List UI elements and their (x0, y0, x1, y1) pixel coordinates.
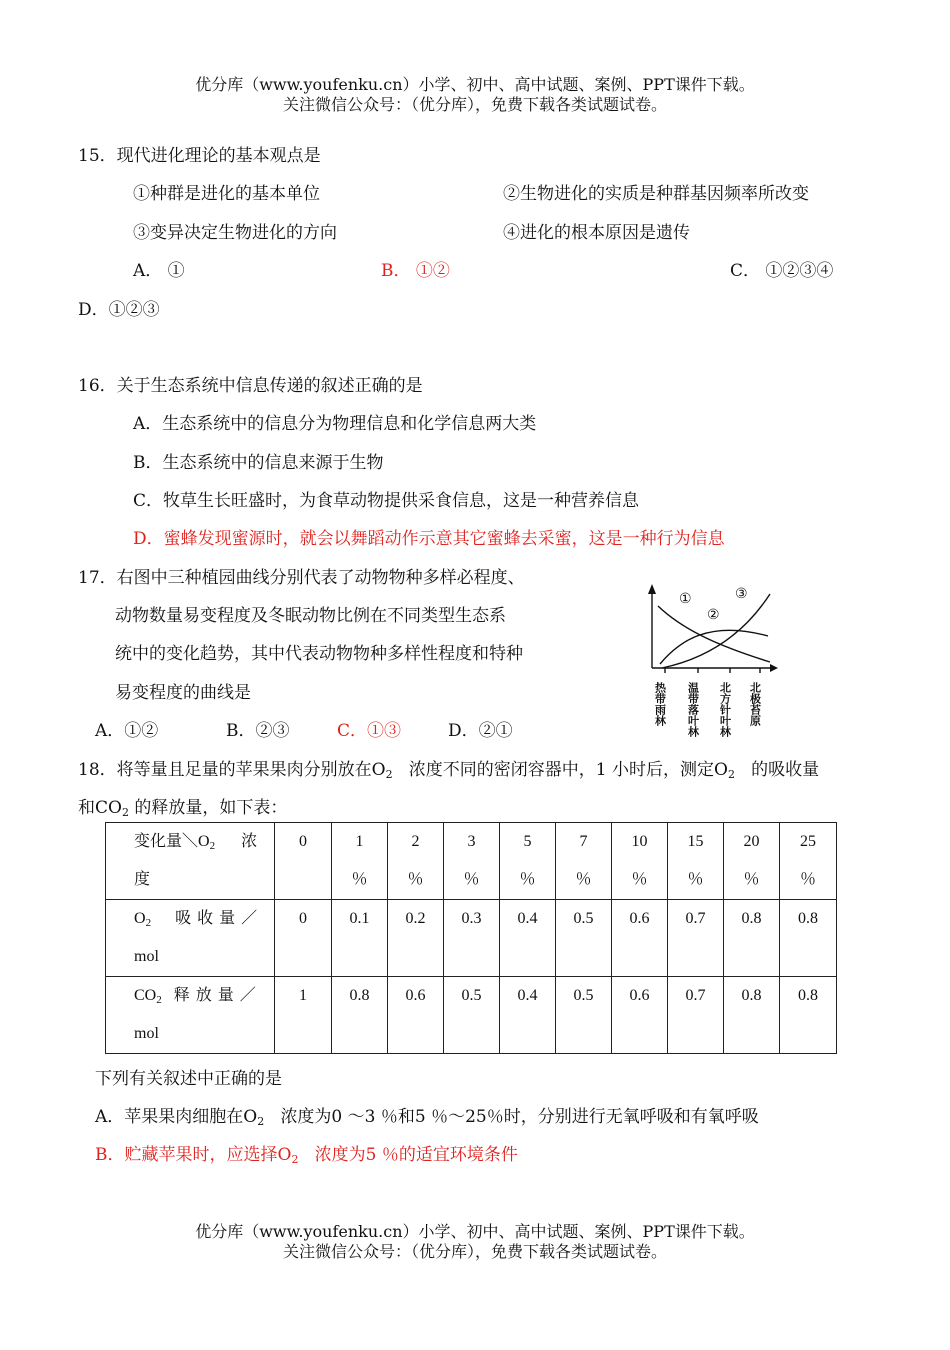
curve-1-label: ① (679, 591, 692, 607)
q17-stem-line3: 统中的变化趋势，其中代表动物物种多样性程度和特种 (115, 644, 523, 664)
value-cell: 0.8 (332, 977, 388, 1054)
x-axis-arrow (770, 664, 778, 672)
table-header-label: 变化量$\backslash O_2$ 浓 度 (106, 823, 275, 900)
value-cell: 0.4 (500, 900, 556, 977)
q16-option-c: C．牧草生长旺盛时，为食草动物提供采食信息，这是一种营养信息 (133, 491, 640, 511)
conc-cell: 0 (275, 823, 332, 900)
q17-option-a: A．①② (95, 721, 159, 741)
q18-stem-line2: 和$CO_2$ 的释放量，如下表： (78, 798, 288, 819)
q15-statement-4: ④进化的根本原因是遗传 (503, 223, 690, 243)
q18-option-a: A．苹果果肉细胞在$O_2$ 浓度为0 ～3 ％和5 ％～25％时，分别进行无氧呼吸和有氧呼吸 (95, 1107, 759, 1128)
conc-cell: 2 ％ (388, 823, 444, 900)
value-cell: 0.6 (612, 900, 668, 977)
conc-cell: 15 ％ (668, 823, 724, 900)
value-cell: 0.7 (668, 977, 724, 1054)
y-axis-arrow (648, 584, 656, 594)
value-cell: 0.8 (780, 977, 837, 1054)
conc-cell: 10 ％ (612, 823, 668, 900)
q17-option-c: C．①③ (337, 721, 402, 741)
q17-stem-line2: 动物数量易变程度及冬眠动物比例在不同类型生态系 (115, 606, 506, 626)
q18-option-b: B．贮藏苹果时，应选择$O_2$ 浓度为5 ％的适宜环境条件 (95, 1145, 518, 1166)
value-cell: 0.5 (556, 900, 612, 977)
q15-option-b: B． ①② (381, 261, 450, 281)
page-footer-line2: 关注微信公众号：（优分库），免费下载各类试题试卷。 (282, 1242, 667, 1261)
value-cell: 0.8 (780, 900, 837, 977)
q17-stem-line1: 17．右图中三种植园曲线分别代表了动物物种多样必程度、 (78, 568, 525, 588)
q16-option-b: B．生态系统中的信息来源于生物 (133, 453, 384, 473)
q18-prompt: 下列有关叙述中正确的是 (95, 1069, 282, 1089)
q17-stem-line4: 易变程度的曲线是 (115, 683, 251, 703)
q16-stem: 16．关于生态系统中信息传递的叙述正确的是 (78, 376, 423, 396)
q18-stem-line1: 18．将等量且足量的苹果果肉分别放在$O_2$ 浓度不同的密闭容器中，1 小时后，测定$O_2$ 的吸收量 (78, 760, 820, 781)
q17-ecosystem-figure (640, 580, 790, 750)
table-row-o2-uptake (106, 900, 837, 977)
q17-option-b: B．②③ (226, 721, 290, 741)
conc-cell: 5 ％ (500, 823, 556, 900)
q16-option-a: A．生态系统中的信息分为物理信息和化学信息两大类 (133, 414, 537, 434)
page-header-line2: 关注微信公众号：（优分库），免费下载各类试题试卷。 (282, 95, 667, 114)
curve-2 (660, 630, 768, 664)
value-cell: 0.5 (444, 977, 500, 1054)
q15-statement-1: ①种群是进化的基本单位 (133, 184, 320, 204)
value-cell: 0.8 (724, 977, 780, 1054)
x-label-temperate-deciduous-forest: 温带落叶林 (686, 682, 700, 737)
value-cell: 0.2 (388, 900, 444, 977)
value-cell: 0.7 (668, 900, 724, 977)
q17-option-d: D．②① (448, 721, 513, 741)
x-label-arctic-tundra: 北极苔原 (748, 682, 762, 726)
q16-option-d: D．蜜蜂发现蜜源时，就会以舞蹈动作示意其它蜜蜂去采蜜，这是一种行为信息 (133, 529, 725, 549)
q15-option-d: D．①②③ (78, 300, 160, 320)
q15-statement-3: ③变异决定生物进化的方向 (133, 223, 337, 243)
row-label-o2-uptake: $O_2$ 吸收量／ mol (106, 900, 275, 977)
value-cell: 0.5 (556, 977, 612, 1054)
value-cell: 0.8 (724, 900, 780, 977)
q15-statement-2: ②生物进化的实质是种群基因频率所改变 (503, 184, 809, 204)
table-header-row (106, 823, 837, 900)
value-cell: 0.6 (388, 977, 444, 1054)
value-cell: 0.3 (444, 900, 500, 977)
page-header-line1: 优分库（www.youfenku.cn）小学、初中、高中试题、案例、PPT课件下载。 (195, 75, 755, 94)
q15-stem: 15．现代进化理论的基本观点是 (78, 146, 321, 166)
row-label-co2-release: $CO_2$ 释放量／ mol (106, 977, 275, 1054)
page-footer-line1: 优分库（www.youfenku.cn）小学、初中、高中试题、案例、PPT课件下载。 (195, 1222, 755, 1241)
value-cell: 1 (275, 977, 332, 1054)
value-cell: 0 (275, 900, 332, 977)
x-label-tropical-rainforest: 热带雨林 (653, 682, 667, 726)
conc-cell: 7 ％ (556, 823, 612, 900)
q18-data-table (105, 822, 837, 1054)
x-label-boreal-coniferous-forest: 北方针叶林 (718, 682, 732, 737)
value-cell: 0.4 (500, 977, 556, 1054)
q15-option-c: C． ①②③④ (730, 261, 834, 281)
value-cell: 0.6 (612, 977, 668, 1054)
curve-2-label: ② (707, 607, 720, 623)
q15-option-a: A． ① (133, 261, 185, 281)
conc-cell: 3 ％ (444, 823, 500, 900)
conc-cell: 1 ％ (332, 823, 388, 900)
conc-cell: 25 ％ (780, 823, 837, 900)
conc-cell: 20 ％ (724, 823, 780, 900)
value-cell: 0.1 (332, 900, 388, 977)
curve-3-label: ③ (735, 586, 748, 602)
table-row-co2-release (106, 977, 837, 1054)
